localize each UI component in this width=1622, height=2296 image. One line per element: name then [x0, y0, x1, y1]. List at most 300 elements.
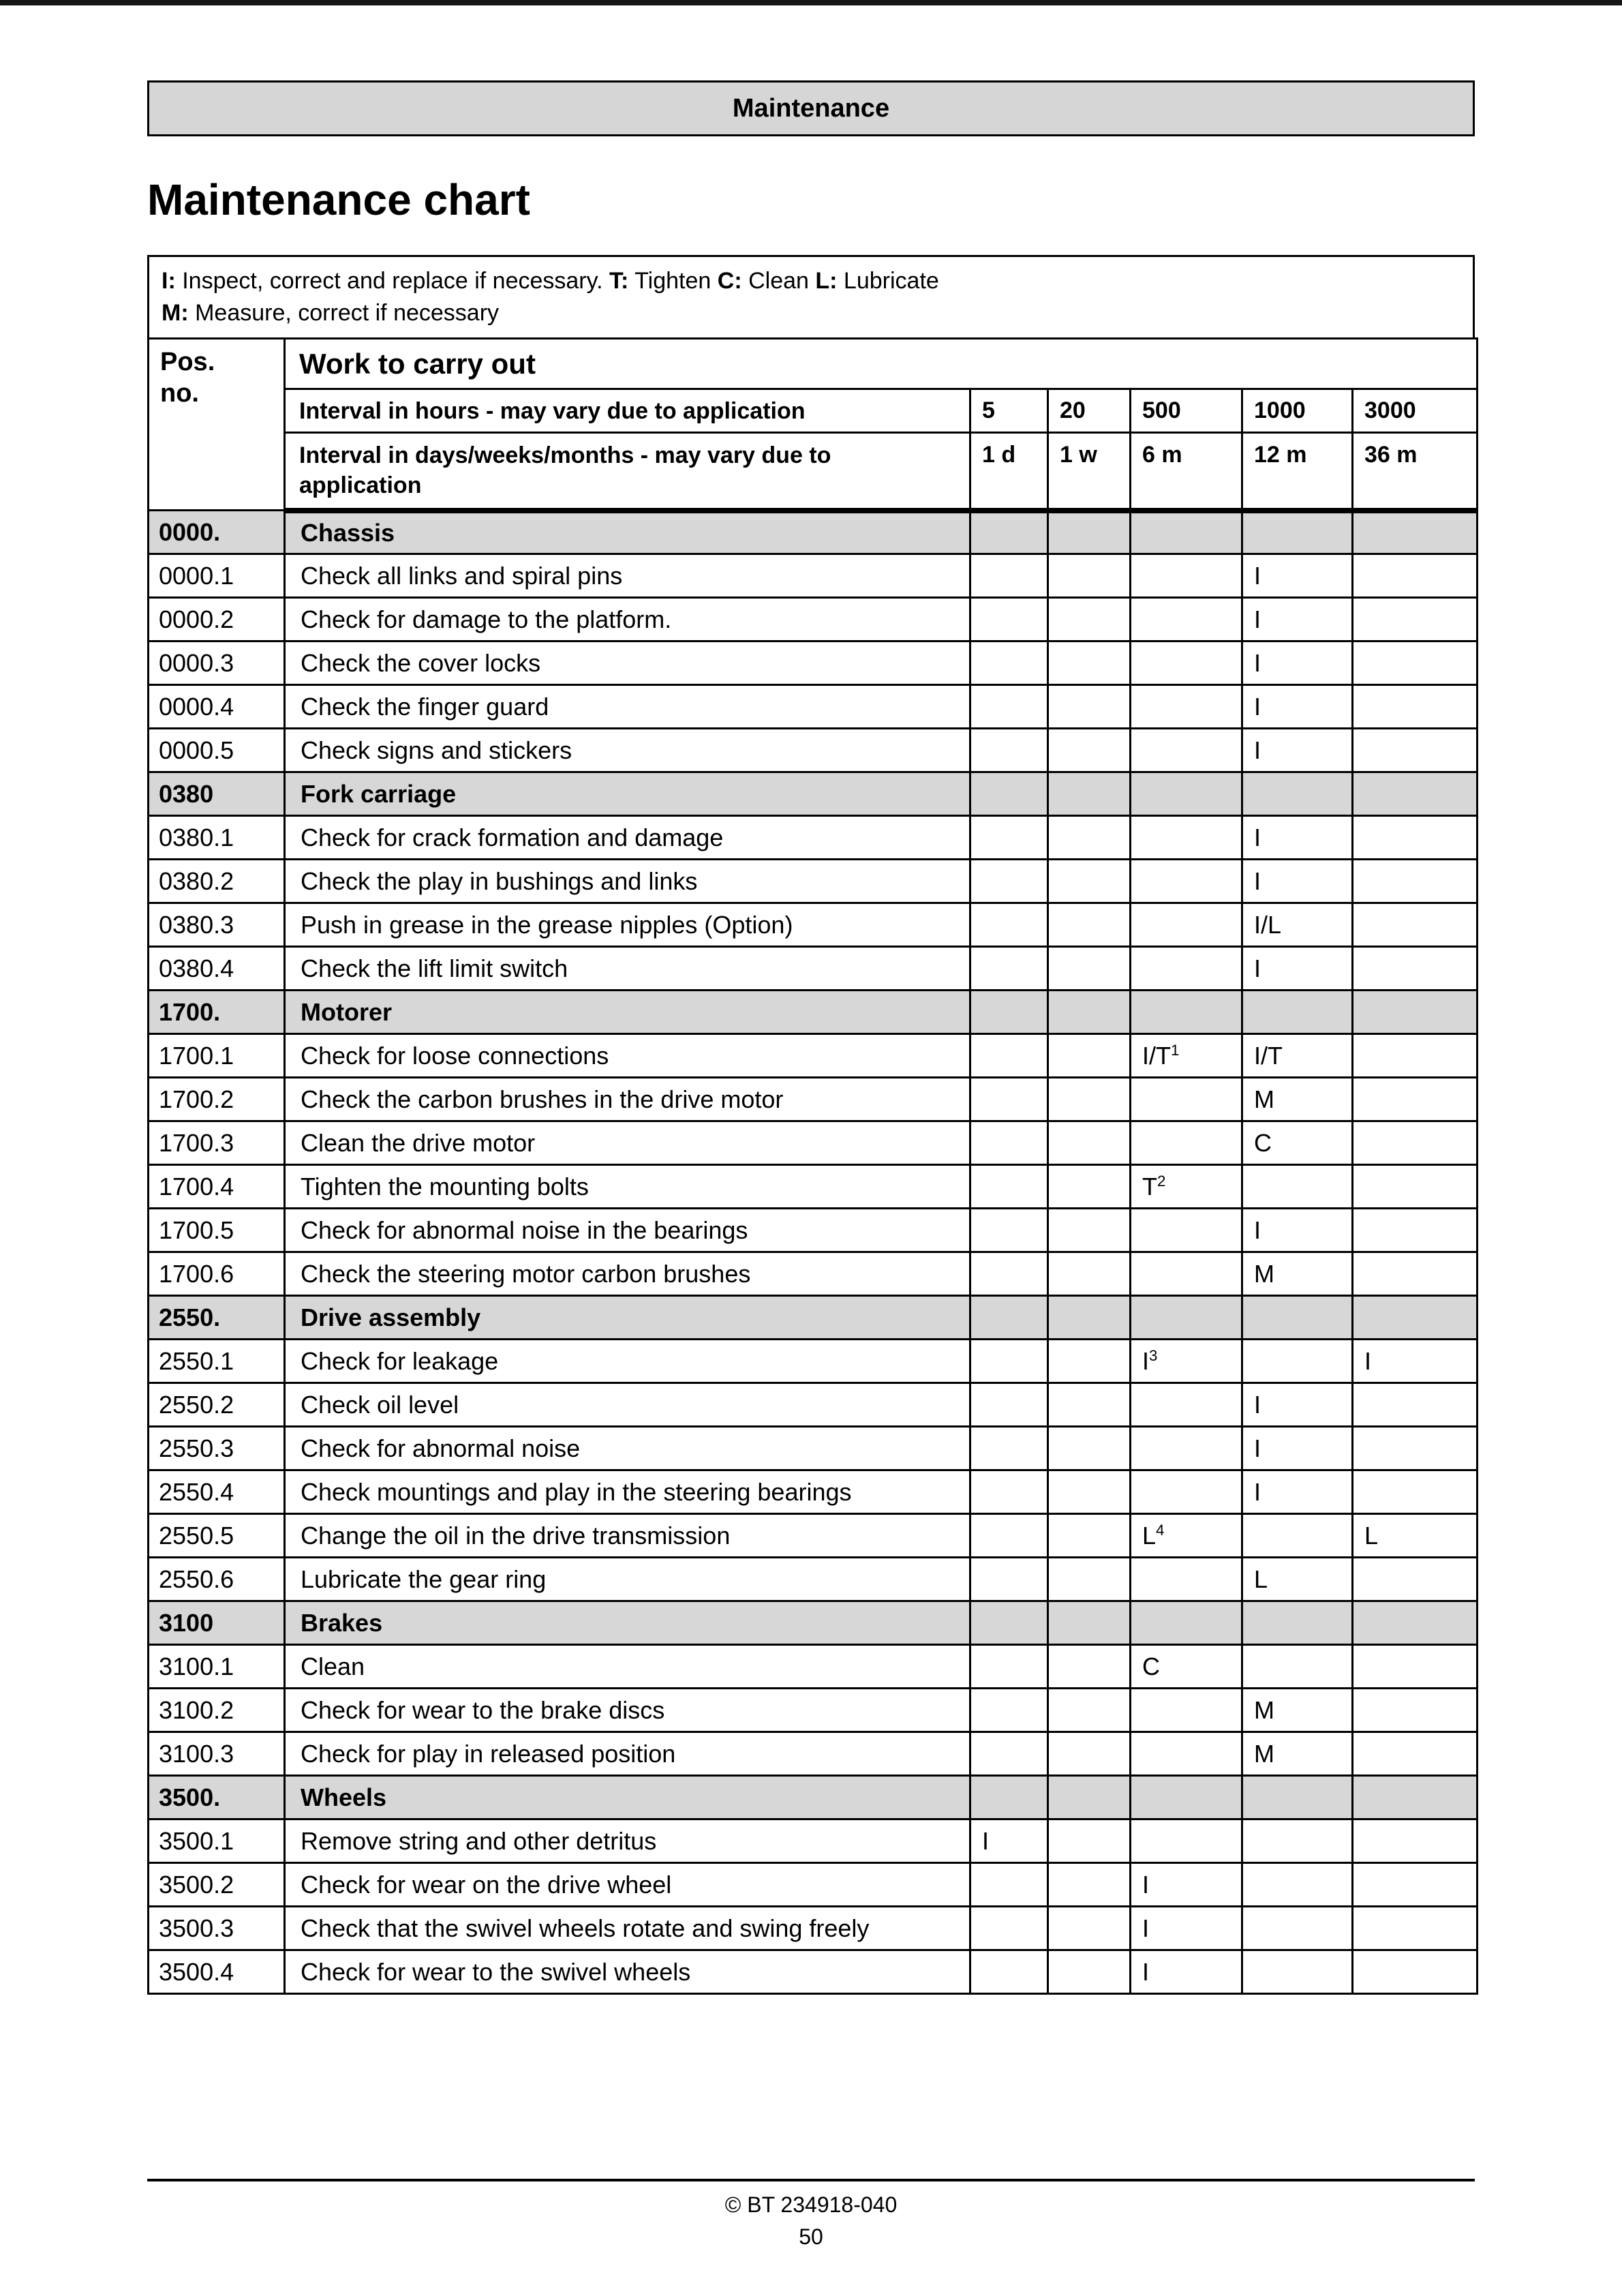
interval-mark: M	[1242, 1689, 1353, 1732]
work-description: Check for damage to the platform.	[285, 598, 970, 641]
interval-mark	[1131, 991, 1242, 1034]
hours-col-1000: 1000	[1242, 389, 1353, 433]
task-row	[149, 641, 1478, 685]
work-description: Check that the swivel wheels rotate and swing freely	[285, 1907, 970, 1950]
interval-mark: $T^2$	[1131, 1165, 1242, 1209]
task-row	[149, 1078, 1478, 1121]
interval-mark	[970, 816, 1048, 860]
task-row	[149, 860, 1478, 903]
interval-mark	[1242, 1340, 1353, 1383]
interval-mark: I	[970, 1819, 1048, 1863]
interval-mark	[1131, 947, 1242, 991]
interval-mark	[1048, 729, 1131, 772]
interval-mark	[1048, 1907, 1131, 1950]
interval-mark: I	[1242, 1383, 1353, 1427]
interval-mark	[1242, 1296, 1353, 1340]
interval-mark	[1353, 1819, 1478, 1863]
pos-number: 2550.	[149, 1296, 285, 1340]
interval-mark	[1242, 1819, 1353, 1863]
page-header-banner	[147, 80, 1475, 136]
interval-mark	[1242, 1165, 1353, 1209]
interval-mark	[1353, 511, 1478, 554]
interval-mark	[1353, 554, 1478, 598]
interval-mark	[1353, 1645, 1478, 1689]
pos-number: 1700.3	[149, 1121, 285, 1165]
work-description: Clean	[285, 1645, 970, 1689]
interval-mark	[970, 598, 1048, 641]
interval-mark	[1353, 1558, 1478, 1601]
work-description: Check for wear to the brake discs	[285, 1689, 970, 1732]
pos-number: 3500.1	[149, 1819, 285, 1863]
interval-mark	[1048, 1601, 1131, 1645]
interval-mark	[1131, 1383, 1242, 1427]
interval-mark	[1048, 1819, 1131, 1863]
interval-mark	[970, 511, 1048, 554]
hours-col-5: 5	[970, 389, 1048, 433]
interval-mark	[1353, 1732, 1478, 1776]
work-description: Drive assembly	[285, 1296, 970, 1340]
pos-number: 0380	[149, 772, 285, 816]
interval-mark	[1131, 1296, 1242, 1340]
work-description: Push in grease in the grease nipples (Option)	[285, 903, 970, 947]
interval-mark	[970, 1296, 1048, 1340]
pos-number: 3500.2	[149, 1863, 285, 1907]
interval-mark	[1131, 598, 1242, 641]
interval-mark	[970, 1514, 1048, 1558]
work-description: Check the lift limit switch	[285, 947, 970, 991]
interval-mark	[1131, 685, 1242, 729]
interval-mark	[1048, 641, 1131, 685]
interval-mark	[1242, 991, 1353, 1034]
interval-mark	[1353, 1950, 1478, 1994]
interval-mark	[1131, 903, 1242, 947]
task-row	[149, 816, 1478, 860]
interval-mark	[1353, 1689, 1478, 1732]
interval-mark: I	[1242, 598, 1353, 641]
interval-mark	[1131, 554, 1242, 598]
work-description: Wheels	[285, 1776, 970, 1819]
interval-mark	[1131, 1209, 1242, 1252]
interval-mark	[970, 1863, 1048, 1907]
days-interval-label: Interval in days/weeks/months - may vary due to application	[285, 433, 970, 511]
work-description: Check all links and spiral pins	[285, 554, 970, 598]
work-description: Clean the drive motor	[285, 1121, 970, 1165]
footer-copyright: © BT 234918-040	[724, 2192, 898, 2217]
work-description: Change the oil in the drive transmission	[285, 1514, 970, 1558]
interval-mark: C	[1131, 1645, 1242, 1689]
interval-mark	[1353, 1209, 1478, 1252]
interval-mark	[1048, 1296, 1131, 1340]
interval-mark	[970, 1340, 1048, 1383]
interval-mark	[1131, 1776, 1242, 1819]
task-row	[149, 1863, 1478, 1907]
interval-mark	[1048, 1776, 1131, 1819]
interval-mark	[970, 554, 1048, 598]
pos-number: 0000.	[149, 511, 285, 554]
interval-mark: I	[1242, 554, 1353, 598]
interval-mark	[1353, 1427, 1478, 1470]
section-row	[149, 1601, 1478, 1645]
days-col-1d: 1 d	[970, 433, 1048, 511]
interval-mark	[1131, 860, 1242, 903]
interval-mark: I	[1131, 1907, 1242, 1950]
interval-mark	[970, 1732, 1048, 1776]
pos-number: 1700.6	[149, 1252, 285, 1296]
interval-mark: L	[1242, 1558, 1353, 1601]
legend-line: I: Inspect, correct and replace if necessary. T: Tighten C: Clean L: Lubricate	[162, 268, 939, 294]
interval-mark	[1131, 1689, 1242, 1732]
interval-mark	[1048, 1209, 1131, 1252]
pos-number: 3100.2	[149, 1689, 285, 1732]
pos-number: 3500.4	[149, 1950, 285, 1994]
interval-mark	[1353, 903, 1478, 947]
top-edge-bar	[0, 0, 1622, 5]
work-description: Check mountings and play in the steering bearings	[285, 1470, 970, 1514]
hours-col-3000: 3000	[1353, 389, 1478, 433]
interval-mark	[1048, 991, 1131, 1034]
work-description: Check the steering motor carbon brushes	[285, 1252, 970, 1296]
page-footer	[147, 2179, 1475, 2250]
interval-mark	[970, 1601, 1048, 1645]
section-row	[149, 772, 1478, 816]
maintenance-sheet	[147, 255, 1475, 1995]
interval-mark: I	[1242, 1427, 1353, 1470]
page-title: Maintenance chart	[147, 175, 530, 224]
maintenance-table-body	[149, 511, 1478, 1994]
interval-mark	[1353, 685, 1478, 729]
interval-mark	[970, 641, 1048, 685]
interval-mark	[1048, 1514, 1131, 1558]
work-description: Check the finger guard	[285, 685, 970, 729]
interval-mark	[1048, 1558, 1131, 1601]
interval-mark	[1131, 1470, 1242, 1514]
interval-mark	[1131, 1427, 1242, 1470]
interval-mark	[1048, 1950, 1131, 1994]
interval-mark	[1048, 554, 1131, 598]
interval-mark	[1242, 1601, 1353, 1645]
interval-mark	[1242, 511, 1353, 554]
interval-mark	[1353, 641, 1478, 685]
interval-mark: $I/T^1$	[1131, 1034, 1242, 1078]
interval-mark: L	[1353, 1514, 1478, 1558]
pos-number: 0000.4	[149, 685, 285, 729]
interval-mark: M	[1242, 1078, 1353, 1121]
task-row	[149, 1732, 1478, 1776]
interval-mark	[1353, 1383, 1478, 1427]
interval-mark: I	[1131, 1863, 1242, 1907]
pos-number: 1700.5	[149, 1209, 285, 1252]
pos-number: 0000.1	[149, 554, 285, 598]
interval-mark	[1048, 1340, 1131, 1383]
interval-mark	[1242, 1645, 1353, 1689]
pos-number: 0380.4	[149, 947, 285, 991]
page-header-title: Maintenance	[732, 93, 890, 123]
interval-mark	[1131, 772, 1242, 816]
task-row	[149, 1340, 1478, 1383]
interval-mark	[1048, 772, 1131, 816]
interval-mark: I	[1242, 685, 1353, 729]
task-row	[149, 1558, 1478, 1601]
work-description: Check for abnormal noise	[285, 1427, 970, 1470]
interval-mark	[970, 1121, 1048, 1165]
interval-mark	[1048, 598, 1131, 641]
work-description: Check the carbon brushes in the drive motor	[285, 1078, 970, 1121]
task-row	[149, 903, 1478, 947]
interval-mark: I/L	[1242, 903, 1353, 947]
interval-mark	[970, 1427, 1048, 1470]
interval-mark	[970, 1209, 1048, 1252]
pos-number: 2550.4	[149, 1470, 285, 1514]
interval-mark	[1048, 1034, 1131, 1078]
interval-mark	[1242, 1907, 1353, 1950]
header-row-days	[149, 433, 1478, 511]
task-row	[149, 729, 1478, 772]
pos-number: 2550.1	[149, 1340, 285, 1383]
interval-mark	[1242, 1776, 1353, 1819]
interval-mark	[1353, 1907, 1478, 1950]
interval-mark	[1353, 1601, 1478, 1645]
interval-mark	[1048, 1645, 1131, 1689]
interval-mark: C	[1242, 1121, 1353, 1165]
interval-mark	[970, 685, 1048, 729]
interval-mark	[1048, 1427, 1131, 1470]
interval-mark	[1048, 1689, 1131, 1732]
interval-mark	[1353, 598, 1478, 641]
interval-mark	[1131, 1252, 1242, 1296]
work-column-header: Work to carry out	[285, 339, 1478, 389]
task-row	[149, 685, 1478, 729]
pos-number: 3500.	[149, 1776, 285, 1819]
interval-mark	[970, 1165, 1048, 1209]
task-row	[149, 1645, 1478, 1689]
interval-mark	[1353, 816, 1478, 860]
days-col-12m: 12 m	[1242, 433, 1353, 511]
interval-mark	[970, 729, 1048, 772]
interval-mark	[1353, 1296, 1478, 1340]
work-description: Check for abnormal noise in the bearings	[285, 1209, 970, 1252]
section-row	[149, 1296, 1478, 1340]
interval-mark	[970, 903, 1048, 947]
work-description: Motorer	[285, 991, 970, 1034]
days-col-36m: 36 m	[1353, 433, 1478, 511]
interval-mark	[1353, 1078, 1478, 1121]
interval-mark: $L^4$	[1131, 1514, 1242, 1558]
task-row	[149, 1427, 1478, 1470]
interval-mark	[970, 1383, 1048, 1427]
work-description: Fork carriage	[285, 772, 970, 816]
interval-mark: I	[1131, 1950, 1242, 1994]
pos-number: 2550.5	[149, 1514, 285, 1558]
pos-number: 0380.2	[149, 860, 285, 903]
interval-mark	[1048, 816, 1131, 860]
pos-number: 3100.3	[149, 1732, 285, 1776]
interval-mark	[1131, 816, 1242, 860]
days-col-1w: 1 w	[1048, 433, 1131, 511]
interval-mark	[1131, 1601, 1242, 1645]
hours-interval-label: Interval in hours - may vary due to application	[285, 389, 970, 433]
interval-mark: I	[1353, 1340, 1478, 1383]
interval-mark	[970, 991, 1048, 1034]
interval-mark	[1048, 685, 1131, 729]
header-row-main	[149, 339, 1478, 389]
work-description: Brakes	[285, 1601, 970, 1645]
hours-col-500: 500	[1131, 389, 1242, 433]
task-row	[149, 1514, 1478, 1558]
pos-column-header	[149, 339, 285, 511]
task-row	[149, 1383, 1478, 1427]
pos-number: 2550.3	[149, 1427, 285, 1470]
legend-box	[147, 255, 1475, 339]
interval-mark	[1131, 1732, 1242, 1776]
interval-mark	[1048, 1121, 1131, 1165]
interval-mark	[1353, 729, 1478, 772]
interval-mark	[1131, 1121, 1242, 1165]
work-description: Check for crack formation and damage	[285, 816, 970, 860]
interval-mark	[1242, 1863, 1353, 1907]
interval-mark	[1048, 1383, 1131, 1427]
pos-number: 1700.2	[149, 1078, 285, 1121]
section-row	[149, 511, 1478, 554]
pos-number: 0380.3	[149, 903, 285, 947]
work-description: Chassis	[285, 511, 970, 554]
work-description: Check the play in bushings and links	[285, 860, 970, 903]
task-row	[149, 554, 1478, 598]
work-description: Lubricate the gear ring	[285, 1558, 970, 1601]
task-row	[149, 1034, 1478, 1078]
interval-mark: I	[1242, 729, 1353, 772]
work-description: Remove string and other detritus	[285, 1819, 970, 1863]
work-description: Check for wear to the swivel wheels	[285, 1950, 970, 1994]
pos-number: 0000.2	[149, 598, 285, 641]
interval-mark	[1048, 903, 1131, 947]
work-description: Check for wear on the drive wheel	[285, 1863, 970, 1907]
interval-mark	[1131, 729, 1242, 772]
pos-number: 0000.3	[149, 641, 285, 685]
interval-mark	[1048, 860, 1131, 903]
interval-mark	[1353, 1470, 1478, 1514]
interval-mark: I	[1242, 1209, 1353, 1252]
pos-number: 0000.5	[149, 729, 285, 772]
interval-mark	[970, 1645, 1048, 1689]
interval-mark	[1048, 511, 1131, 554]
work-description: Check signs and stickers	[285, 729, 970, 772]
pos-header-line1: Pos.	[160, 348, 215, 377]
pos-number: 2550.2	[149, 1383, 285, 1427]
interval-mark	[970, 1907, 1048, 1950]
interval-mark	[1048, 1732, 1131, 1776]
interval-mark	[970, 947, 1048, 991]
task-row	[149, 1470, 1478, 1514]
interval-mark	[970, 1776, 1048, 1819]
section-row	[149, 991, 1478, 1034]
interval-mark	[970, 772, 1048, 816]
interval-mark	[1353, 1121, 1478, 1165]
task-row	[149, 1252, 1478, 1296]
pos-number: 1700.1	[149, 1034, 285, 1078]
interval-mark	[970, 1689, 1048, 1732]
interval-mark	[1242, 1514, 1353, 1558]
pos-number: 1700.4	[149, 1165, 285, 1209]
task-row	[149, 1819, 1478, 1863]
work-description: Check for leakage	[285, 1340, 970, 1383]
interval-mark: $I^3$	[1131, 1340, 1242, 1383]
task-row	[149, 1121, 1478, 1165]
interval-mark: I/T	[1242, 1034, 1353, 1078]
interval-mark: I	[1242, 947, 1353, 991]
legend-line: M: Measure, correct if necessary	[162, 300, 500, 327]
interval-mark	[1242, 1950, 1353, 1994]
interval-mark	[1353, 1252, 1478, 1296]
section-row	[149, 1776, 1478, 1819]
interval-mark	[970, 1252, 1048, 1296]
interval-mark: M	[1242, 1252, 1353, 1296]
interval-mark	[1048, 1165, 1131, 1209]
footer-divider	[147, 2179, 1475, 2181]
interval-mark	[1353, 1034, 1478, 1078]
maintenance-table	[147, 337, 1478, 1995]
header-row-hours	[149, 389, 1478, 433]
hours-col-20: 20	[1048, 389, 1131, 433]
table-header	[149, 339, 1478, 511]
interval-mark	[1353, 1165, 1478, 1209]
interval-mark: I	[1242, 816, 1353, 860]
pos-number: 3100	[149, 1601, 285, 1645]
pos-number: 3100.1	[149, 1645, 285, 1689]
interval-mark	[1353, 1776, 1478, 1819]
interval-mark: M	[1242, 1732, 1353, 1776]
task-row	[149, 1209, 1478, 1252]
interval-mark	[1353, 1863, 1478, 1907]
interval-mark	[1353, 860, 1478, 903]
task-row	[149, 1907, 1478, 1950]
task-row	[149, 1165, 1478, 1209]
interval-mark	[1353, 947, 1478, 991]
interval-mark	[1131, 641, 1242, 685]
interval-mark	[1048, 1470, 1131, 1514]
days-col-6m: 6 m	[1131, 433, 1242, 511]
interval-mark	[970, 1558, 1048, 1601]
interval-mark: I	[1242, 860, 1353, 903]
pos-number: 0380.1	[149, 816, 285, 860]
task-row	[149, 1689, 1478, 1732]
interval-mark: I	[1242, 641, 1353, 685]
pos-number: 1700.	[149, 991, 285, 1034]
interval-mark	[1242, 772, 1353, 816]
interval-mark	[970, 1470, 1048, 1514]
interval-mark	[1353, 772, 1478, 816]
pos-number: 3500.3	[149, 1907, 285, 1950]
interval-mark: I	[1242, 1470, 1353, 1514]
interval-mark	[970, 1078, 1048, 1121]
footer-page-number: 50	[799, 2224, 823, 2249]
interval-mark	[1131, 1558, 1242, 1601]
interval-mark	[1048, 1863, 1131, 1907]
task-row	[149, 598, 1478, 641]
interval-mark	[1131, 1819, 1242, 1863]
work-description: Check the cover locks	[285, 641, 970, 685]
work-description: Check for loose connections	[285, 1034, 970, 1078]
work-description: Tighten the mounting bolts	[285, 1165, 970, 1209]
interval-mark	[1048, 947, 1131, 991]
pos-number: 2550.6	[149, 1558, 285, 1601]
interval-mark	[1131, 511, 1242, 554]
interval-mark	[1048, 1078, 1131, 1121]
interval-mark	[1131, 1078, 1242, 1121]
interval-mark	[970, 860, 1048, 903]
task-row	[149, 1950, 1478, 1994]
interval-mark	[970, 1950, 1048, 1994]
interval-mark	[1048, 1252, 1131, 1296]
